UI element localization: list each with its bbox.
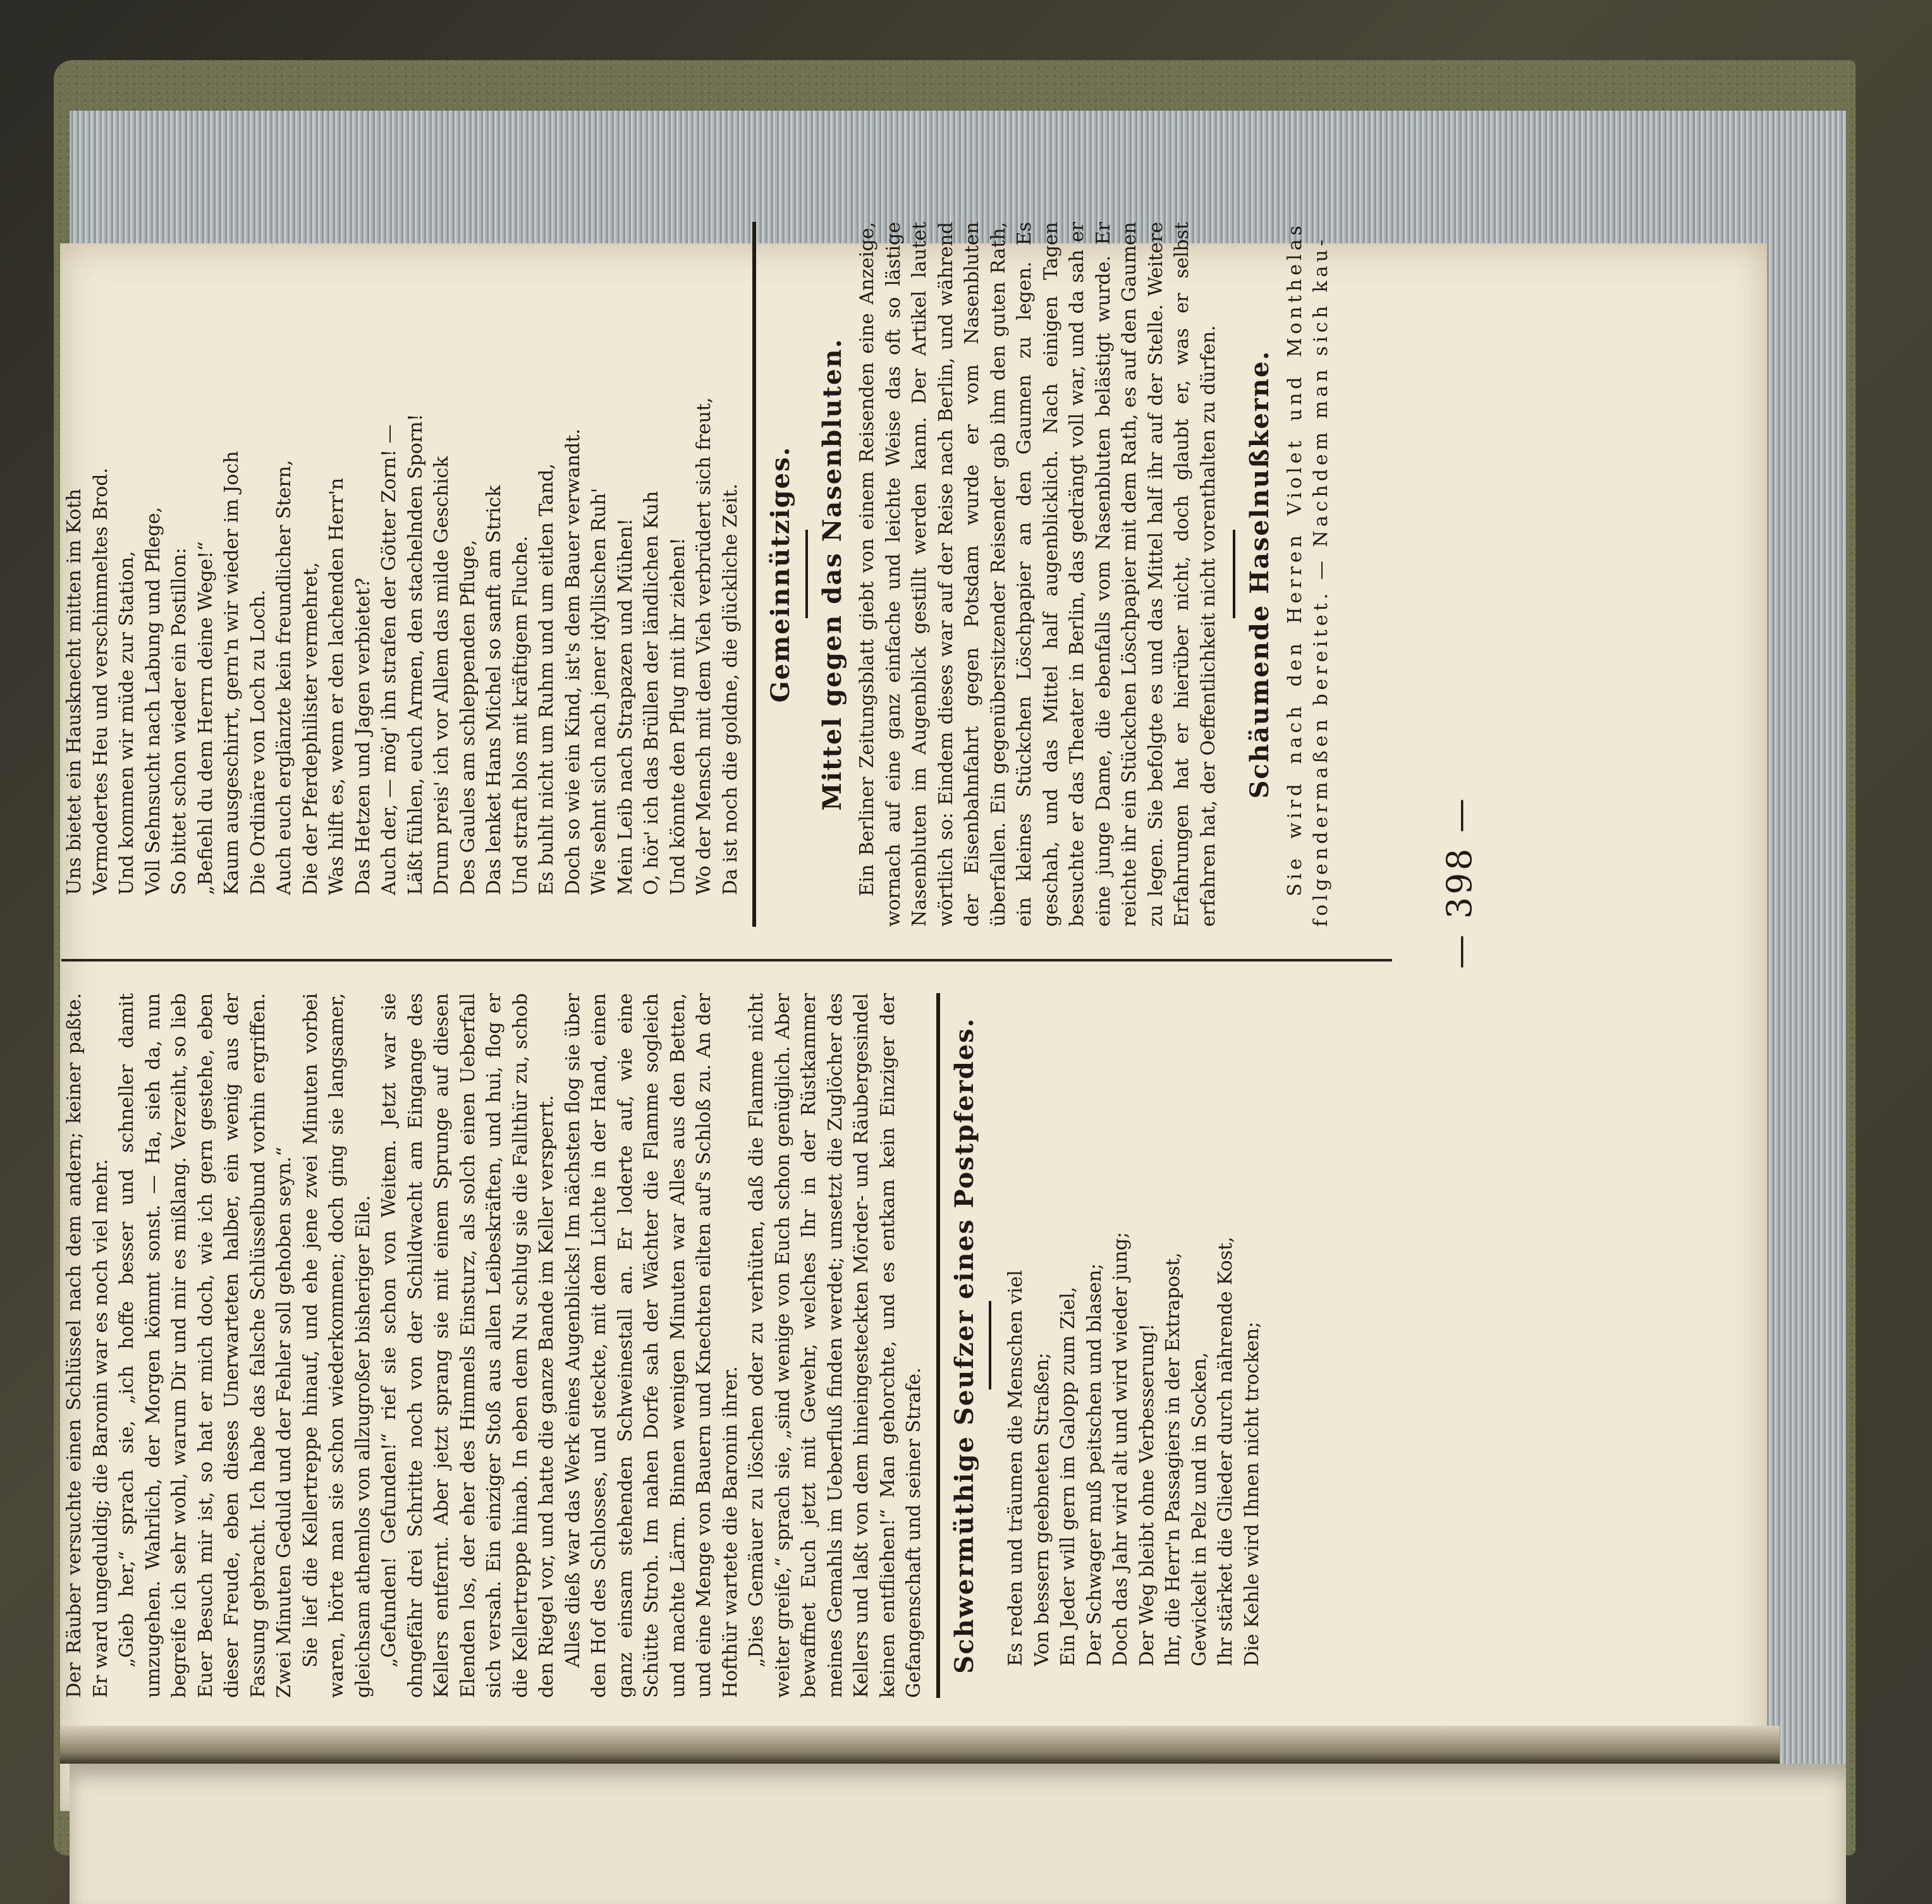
poem-line: Und straft blos mit kräftigem Fluche. (509, 535, 532, 895)
poem-line: Es buhlt nicht um Ruhm und um eitlen Tand, (535, 463, 558, 895)
poem-line: Die der Pferdephilister vermehret, (299, 562, 322, 895)
poem-line: O, hör' ich das Brüllen der ländlichen Kuh (640, 491, 663, 895)
poem-line: Von bessern geebneten Straßen; (1030, 1352, 1053, 1666)
poem-line: Vermodertes Heu und verschimmeltes Brod. (89, 467, 112, 895)
subsection-heading: Schäumende Haselnußkerne. (1245, 350, 1275, 799)
paragraph: „Dies Gemäuer zu löschen oder zu verhüten, daß die Flamme nicht weiter greife,“ sprach sie, „sind wenige von Euch schon genüglich. Aber bewaffnet Euch jetzt mit Gewehr, welches Ihr in der Rüstkammer meines Gemahls im Ueberfluß finden werdet; umsetzt die Zuglöcher des Kellers und laßt von dem hineingesteckten Mörder- und Räubergesindel keinen entfliehen!“ Man gehorchte, und es entkam kein Einziger der Gefangenschaft und seiner Strafe. (745, 993, 925, 1698)
poem-line: Uns bietet ein Hausknecht mitten im Koth (63, 489, 85, 895)
page-text-layer (61, 92, 1477, 1736)
poem-line: Und kommen wir müde zur Station, (116, 551, 138, 895)
heading-rule (1233, 530, 1235, 619)
poem-line: Ihr stärket die Glieder durch nährende Kost, (1214, 1236, 1237, 1666)
paragraph: Ein Berliner Zeitungsblatt giebt von einem Reisenden eine Anzeige, wornach auf eine ganz einfache und leichte Weise das oft so lästige Nasenbluten im Augenblick gestillt werden kann. Der Artikel lautet wörtlich so: Eindem dieses war auf der Reise nach Berlin, und während der Eisenbahnfahrt gegen Potsdam wurde er vom Nasenbluten überfallen. Ein gegenübersitzender Reisender gab ihm den guten Rath, ein kleines Stückchen Löschpapier an den Gaumen zu legen. Es geschah, und das Mittel half augenblicklich. Nach einigen Tagen besuchte er das Theater in Berlin, das gedrängt voll war, und da sah er eine junge Dame, die ebenfalls vom Nasenbluten belästigt wurde. Er reichte ihr ein Stückchen Löschpapier mit dem Rath, es auf den Gaumen zu legen. Sie befolgte es und das Mittel half ihr auf der Stelle. Weitere Erfahrungen hat er hierüber nicht, doch glaubt er, was er selbst erfahren hat, der Oeffentlichkeit nicht vorenthalten zu dürfen. (856, 222, 1220, 927)
poem-line: Der Weg bleibt ohne Verbesserung! (1135, 1323, 1158, 1666)
poem-line: Läßt fühlen, euch Armen, den stachelnden Sporn! (404, 413, 427, 895)
poem-line: Ihr, die Herr'n Passagiers in der Extrapost, (1162, 1252, 1184, 1666)
poem-line: Des Gaules am schleppenden Pfluge, (456, 539, 479, 895)
poem-line: Die Ordinäre von Loch zu Loch. (247, 589, 269, 895)
section-rule (752, 222, 756, 927)
poem-line: Wo der Mensch mit dem Vieh verbrüdert sich freut, (693, 397, 715, 895)
section-heading: Gemeinnütziges. (766, 446, 795, 703)
page-number: — 398 — (1440, 796, 1479, 969)
poem-line: Was hilft es, wenn er den lachenden Herr'n (326, 477, 348, 895)
poem-line: Wie sehnt sich nach jener idyllischen Ruh' (588, 487, 610, 895)
poem-line: Drum preis' ich vor Allem das milde Geschick (431, 456, 453, 895)
left-column (61, 993, 1265, 1698)
poem-line: Das lenket Hans Michel so sanft am Strick (483, 485, 505, 895)
poem-line: Auch euch erglänzte kein freundlicher Stern, (273, 460, 295, 895)
poem-line: Das Hetzen und Jagen verbietet? (352, 578, 374, 895)
poem-line: Die Kehle wird Ihnen nicht trocken; (1240, 1321, 1263, 1666)
paragraph: Alles dieß war das Werk eines Augenblicks! Im nächsten flog sie über den Hof des Schlosses, und steckte, mit dem Lichte in der Hand, einen ganz einsam stehenden Schweinestall an. Er loderte auf, wie eine Schütte Stroh. Im nahen Dorfe sah der Wächter die Flamme sogleich und machte Lärm. Binnen wenigen Minuten war Alles aus den Betten, und eine Menge von Bauern und Knechten eilten auf's Schloß zu. An der Hofthür wartete die Baronin ihrer. (561, 993, 742, 1698)
next-page-sliver (70, 1764, 1846, 1904)
poem-line: Es reden und träumen die Menschen viel (1005, 1270, 1027, 1666)
poem-line: Doch so wie ein Kind, ist's dem Bauer verwandt. (561, 429, 584, 895)
poem-line: Der Schwager muß peitschen und blasen; (1083, 1263, 1106, 1666)
paragraph: „Gefunden! Gefunden!“ rief sie schon von Weitem. Jetzt war sie ohngefähr drei Schritte noch von der Schildwacht am Eingange des Kellers entfernt. Aber jetzt sprang sie mit einem Sprunge auf diesen Elenden los, der eher des Himmels Einsturz, als solch einen Ueberfall sich versah. Ein einziger Stoß aus allen Leibeskräften, und hui, flog er die Kellertreppe hinab. In eben dem Nu schlug sie die Fallthür zu, schob den Riegel vor, und hatte die ganze Bande im Keller versperrt. (378, 993, 558, 1698)
poem-line: Doch das Jahr wird alt und wird wieder jung; (1110, 1231, 1132, 1666)
poem-line: Auch der, — mög' ihn strafen der Götter Zorn! — (378, 424, 400, 895)
paragraph: „Gieb her,“ sprach sie, „ich hoffe besser und schneller damit umzugehen. Wahrlich, der Morgen kömmt sonst. — Ha, sieh da, nun begreife ich sehr wohl, warum Dir und mir es mißlang. Verzeiht, so lieb Euer Besuch mir ist, so hat er mich doch, wie ich gern gestehe, eben dieser Freude, eben dieses Unerwarteten halber, ein wenig aus der Fassung gebracht. Ich habe das falsche Schlüsselbund vorhin ergriffen. Zwei Minuten Geduld und der Fehler soll gehoben seyn.“ (116, 993, 295, 1698)
poem-line: Da ist noch die goldne, die glückliche Zeit. (719, 484, 742, 895)
poem-line: Kaum ausgeschirrt, gern'n wir wieder im Joch (221, 451, 243, 895)
section-heading: Schwermüthige Seufzer eines Postpferdes. (949, 1017, 979, 1674)
poem-line: Ein Jeder will gern im Galopp zum Ziel, (1057, 1286, 1079, 1666)
poem-line: Gewickelt in Pelz und in Socken, (1188, 1352, 1211, 1666)
paragraph: Sie wird nach den Herren Violet und Monthelas folgendermaßen bereitet. — Nachdem man sich kau- (1283, 222, 1332, 927)
poem-line: Und könnte den Pflug mit ihr ziehen! (666, 537, 689, 895)
poem (1003, 993, 1265, 1698)
subsection-heading: Mittel gegen das Nasenbluten. (817, 338, 847, 811)
heading-rule (805, 530, 808, 619)
heading-rule (989, 1302, 991, 1390)
poem-continued (61, 222, 743, 927)
column-separator (61, 959, 1392, 961)
poem-line: „Befiehl du dem Herrn deine Wege!“ (194, 541, 217, 895)
poem-line: So bittet schon wieder ein Postillon: (168, 547, 190, 895)
poem-line: Voll Sehnsucht nach Labung und Pflege, (142, 506, 164, 895)
section-rule (936, 993, 940, 1698)
paragraph: Sie lief die Kellertreppe hinauf, und ehe jene zwei Minuten vorbei waren, hörte man sie schon wiederkommen; doch ging sie langsamer, gleichsam athemlos von allzugroßer bisheriger Eile. (299, 993, 374, 1698)
right-column (61, 222, 1335, 927)
paragraph: Der Räuber versuchte einen Schlüssel nach dem andern; keiner paßte. Er ward ungeduldig; die Baronin war es noch viel mehr. (63, 993, 112, 1698)
poem-line: Mein Leib nach Strapazen und Mühen! (614, 518, 637, 895)
